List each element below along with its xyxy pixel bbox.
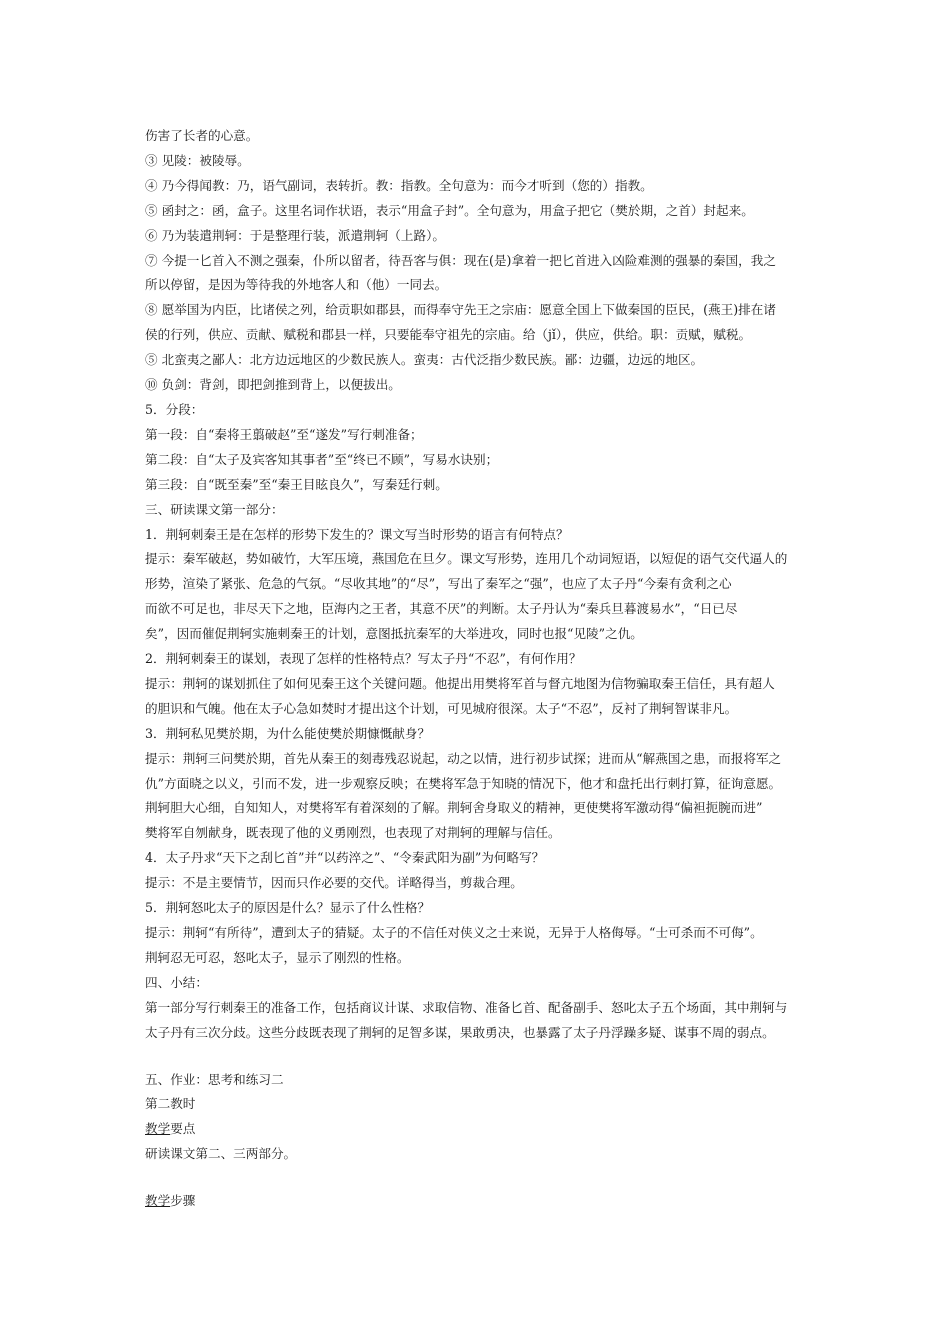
teaching-points-label: 要点 (170, 1121, 196, 1137)
question-1: 1．荆轲刺秦王是在怎样的形势下发生的？课文写当时形势的语言有何特点？ (145, 526, 569, 542)
study-line: 研读课文第二、三两部分。 (145, 1146, 297, 1162)
summary-text-cont: 太子丹有三次分歧。这些分歧既表现了荆轲的足智多谋，果敢勇决，也暴露了太子丹浮躁多疑、谋事不周的弱点。 (145, 1024, 775, 1040)
answer-5-cont: 荆轲忍无可忍，怒叱太子，显示了刚烈的性格。 (145, 949, 410, 965)
note-6: ⑥ 乃为装遣荆轲：于是整理行装，派遣荆轲（上路）。 (145, 227, 445, 243)
answer-3-cont: 仇”方面晓之以义，引而不发，进一步观察反映；在樊将军急于知晓的情况下，他才和盘托出行刺打算，征询意愿。 (145, 775, 782, 791)
answer-1-cont: 而欲不可足也，非尽天下之地，臣海内之王者，其意不厌”的判断。太子丹认为“秦兵旦暮渡易水”，“日已尽 (145, 601, 738, 617)
answer-1: 提示：秦军破赵，势如破竹，大军压境，燕国危在旦夕。课文写形势，连用几个动词短语，以短促的语气交代逼人的 (145, 551, 788, 567)
answer-2-cont: 的胆识和气魄。他在太子心急如焚时才提出这个计划，可见城府很深。太子“不忍”，反衬了荆轲智谋非凡。 (145, 700, 738, 716)
note-5: ⑤ 函封之：函，盒子。这里名词作状语，表示“用盒子封”。全句意为，用盒子把它（樊於期，之首）封起来。 (145, 202, 754, 218)
note-4: ④ 乃今得闻教：乃，语气副词，表转折。教：指教。全句意为：而今才听到（您的）指教。 (145, 177, 653, 193)
teaching-points-heading (145, 1117, 810, 1142)
note-3: ③ 见陵：被陵辱。 (145, 152, 250, 168)
section-heading-summary: 四、小结： (145, 974, 208, 990)
note-8: ⑧ 愿举国为内臣，比诸侯之列，给贡职如郡县，而得奉守先王之宗庙：愿意全国上下做秦国的臣民，(燕王)排在诸 (145, 302, 776, 318)
answer-2: 提示：荆轲的谋划抓住了如何见秦王这个关键问题。他提出用樊将军首与督亢地图为信物骗取秦王信任，具有超人 (145, 675, 775, 691)
answer-1-cont: 形势，渲染了紧张、危急的气氛。“尽收其地”的“尽”，写出了秦军之“强”，也应了太子丹“今秦有贪利之心 (145, 576, 732, 592)
answer-1-cont: 矣”，因而催促荆轲实施刺秦王的计划，意图抵抗秦军的大举进攻，同时也报“见陵”之仇。 (145, 626, 643, 642)
paragraph-2-summary: 第二段：自“太子及宾客知其事者”至“终已不顾”，写易水诀别； (145, 451, 499, 467)
question-5: 5．荆轲怒叱太子的原因是什么？显示了什么性格？ (145, 900, 431, 916)
answer-3-cont: 樊将军自刎献身，既表现了他的义勇刚烈，也表现了对荆轲的理解与信任。 (145, 825, 561, 841)
text-line: 伤害了长者的心意。 (145, 128, 259, 143)
homework-heading: 五、作业：思考和练习二 (145, 1071, 284, 1087)
answer-3-cont: 荆轲胆大心细，自知知人，对樊将军有着深刻的了解。荆轲舍身取义的精神，更使樊将军激动得“偏袒扼腕而进” (145, 800, 763, 816)
note-7-cont: 所以停留，是因为等待我的外地客人和（他）一同去。 (145, 277, 448, 293)
answer-3: 提示：荆轲三问樊於期，首先从秦王的刻毒残忍说起，动之以情，进行初步试探；进而从“解燕国之患，而报将军之 (145, 750, 782, 766)
note-8-cont: 侯的行列，供应、贡献、赋税和郡县一样，只要能奉守祖先的宗庙。给（jǐ），供应，供给。职：贡赋，赋税。 (145, 327, 752, 343)
blank-line (145, 1167, 810, 1189)
question-3: 3．荆轲私见樊於期，为什么能使樊於期慷慨献身？ (145, 725, 431, 741)
note-7: ⑦ 今提一匕首入不测之强秦，仆所以留者，待吾客与俱：现在(是)拿着一把匕首进入凶险难测的强暴的秦国，我之 (145, 252, 776, 268)
blank-line (145, 1046, 810, 1068)
note-10: ⑩ 负剑：背剑，即把剑推到背上，以便拔出。 (145, 377, 401, 393)
question-4: 4．太子丹求“天下之刮匕首”并“以药淬之”、“令秦武阳为副”为何略写？ (145, 850, 545, 866)
section-heading-study: 三、研读课文第一部分： (145, 501, 284, 517)
summary-text: 第一部分写行刺秦王的准备工作，包括商议计谋、求取信物、准备匕首、配备副手、怒叱太子五个场面，其中荆轲与 (145, 999, 788, 1015)
teaching-steps-label: 步骤 (170, 1193, 196, 1209)
answer-4: 提示：不是主要情节，因而只作必要的交代。详略得当，剪裁合理。 (145, 875, 523, 891)
section-heading-division: 5．分段： (145, 401, 204, 417)
paragraph-1-summary: 第一段：自“秦将王翦破赵”至“遂发”写行刺准备； (145, 426, 423, 442)
paragraph-3-summary: 第三段：自“既至秦”至“秦王目眩良久”，写秦廷行刺。 (145, 476, 448, 492)
second-lesson-heading: 第二教时 (145, 1096, 196, 1112)
teaching-link[interactable]: 教学 (145, 1121, 171, 1137)
teaching-link[interactable]: 教学 (145, 1193, 171, 1209)
note-9: ⑤ 北蛮夷之鄙人：北方边远地区的少数民族人。蛮夷：古代泛指少数民族。鄙：边疆，边远的地区。 (145, 352, 704, 368)
question-2: 2．荆轲刺秦王的谋划，表现了怎样的性格特点？写太子丹“不忍”，有何作用？ (145, 651, 582, 667)
answer-5: 提示：荆轲“有所待”，遭到太子的猜疑。太子的不信任对侠义之士来说，无异于人格侮辱。“士可杀而不可侮”。 (145, 925, 763, 940)
document-page (145, 124, 810, 1214)
teaching-steps-heading (145, 1189, 810, 1214)
